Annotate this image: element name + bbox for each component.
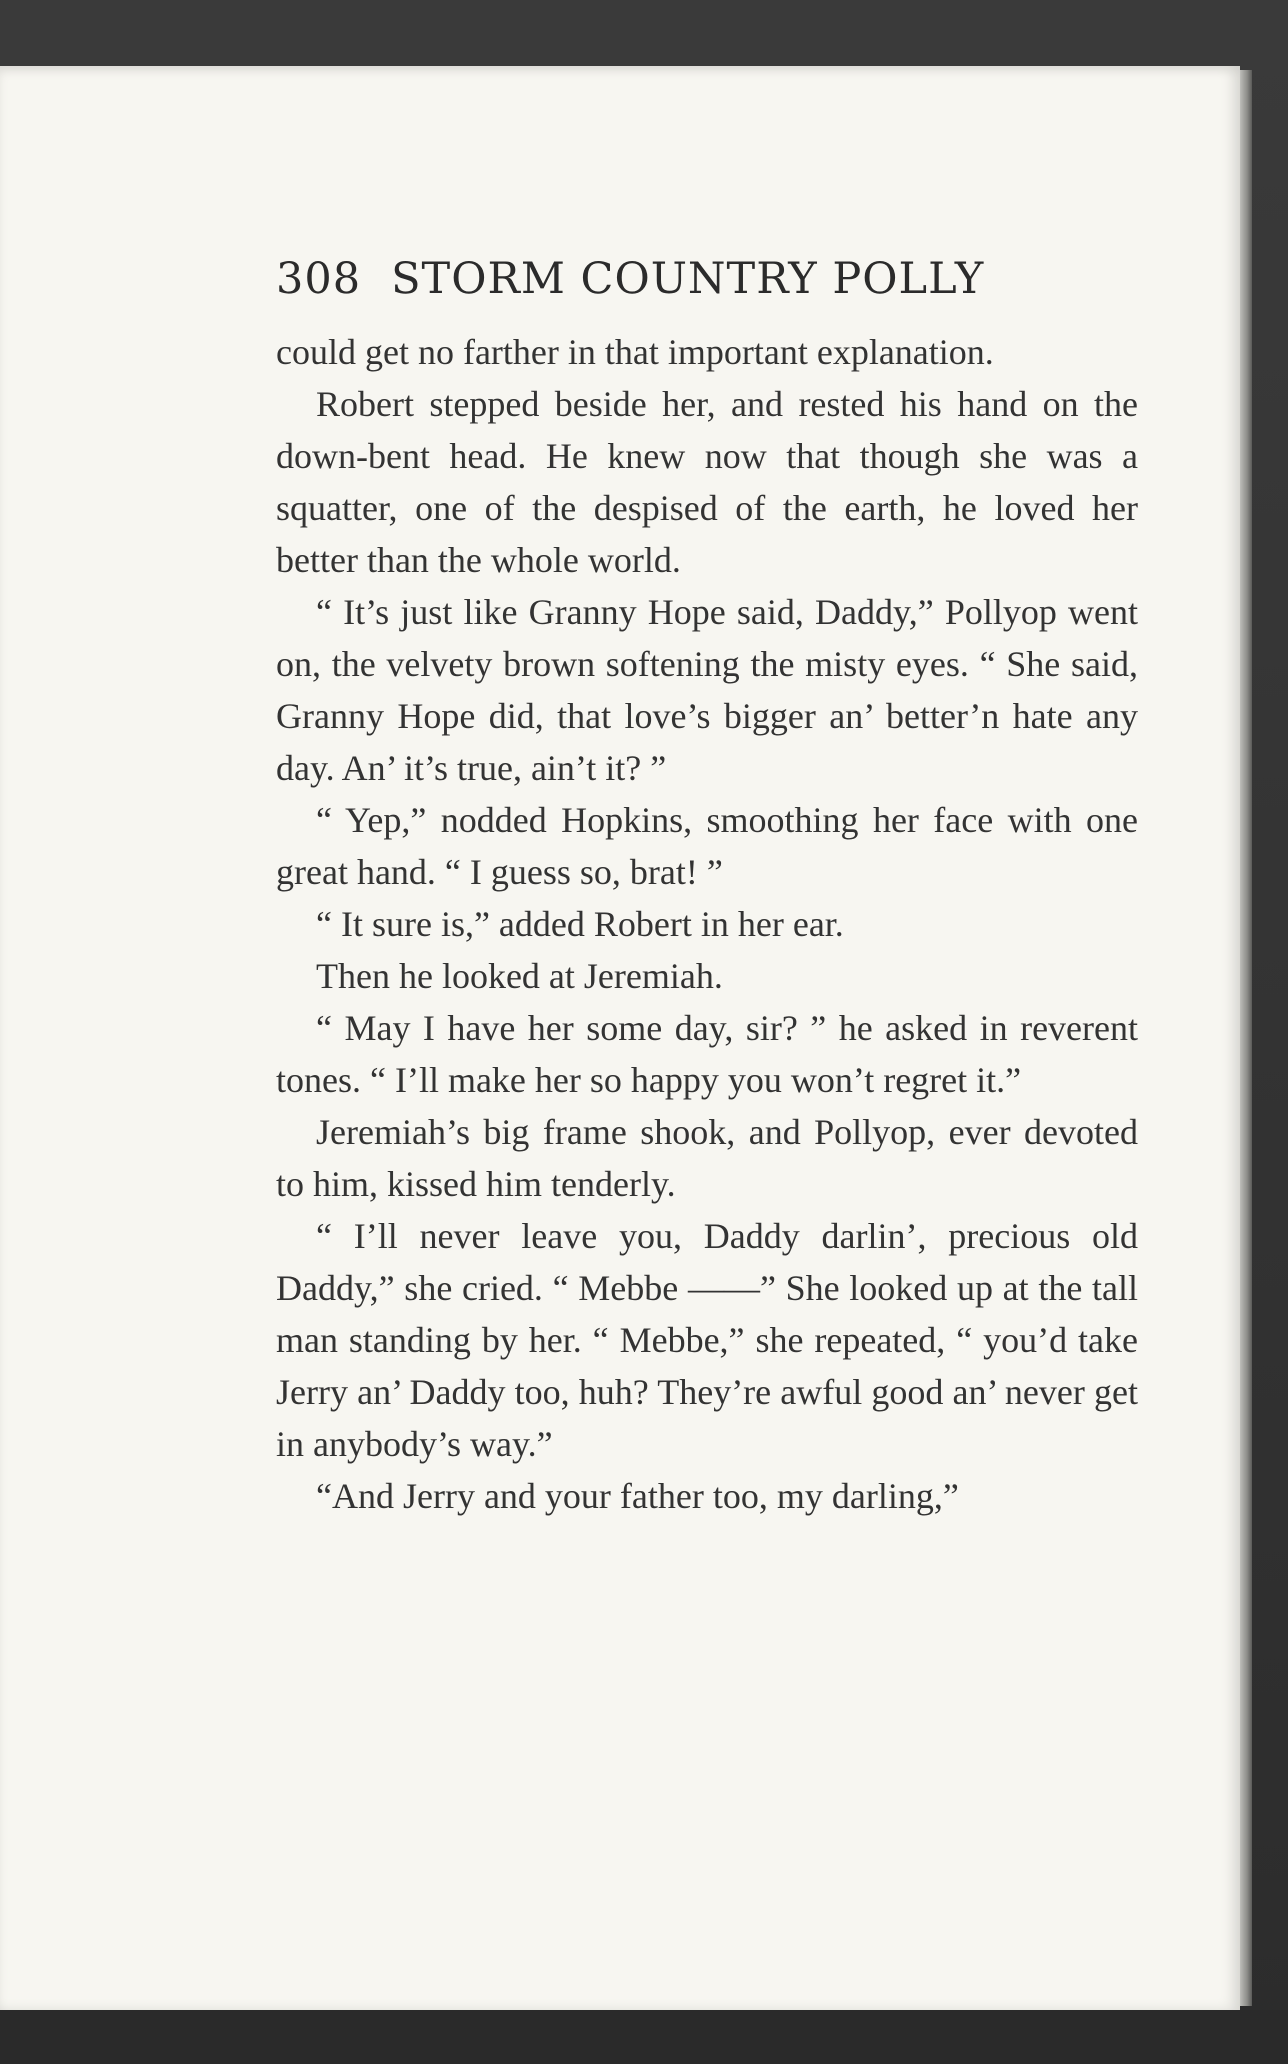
paragraph: could get no farther in that important explanation.	[276, 332, 994, 372]
scan-bottom-border	[0, 2010, 1288, 2064]
page-edge-shadow	[1240, 70, 1252, 2006]
book-page	[0, 66, 1240, 2010]
paragraph: Jeremiah’s big frame shook, and Pollyop, ever devoted to him, kissed him tenderly.	[276, 1112, 1138, 1204]
paragraph: “And Jerry and your father too, my darling,”	[316, 1476, 959, 1516]
paragraph: “ It’s just like Granny Hope said, Daddy,” Pollyop went on, the velvety brown softening the misty eyes. “ She said, Granny Hope did, that love’s bigger an’ better’n hate any day. An’ it’s true, ain’t it? ”	[276, 592, 1138, 788]
running-title: STORM COUNTRY POLLY	[391, 254, 985, 304]
paragraph: Robert stepped beside her, and rested his hand on the down-bent head. He knew now that though she was a squatter, one of the despised of the earth, he loved her better than the whole world.	[276, 384, 1138, 580]
paragraph: “ It sure is,” added Robert in her ear.	[316, 904, 844, 944]
paragraph: Then he looked at Jeremiah.	[316, 956, 723, 996]
paragraph: “ Yep,” nodded Hopkins, smoothing her face with one great hand. “ I guess so, brat! ”	[276, 800, 1138, 892]
body-text	[276, 326, 1138, 1522]
paragraph: “ I’ll never leave you, Daddy darlin’, precious old Daddy,” she cried. “ Mebbe ——” She looked up at the tall man standing by her. “ Mebbe,” she repeated, “ you’d take Jerry an’ Daddy too, huh? They’re awful good an’ never get in anybody’s way.”	[276, 1216, 1138, 1464]
running-header	[276, 254, 1136, 304]
paragraph: “ May I have her some day, sir? ” he asked in reverent tones. “ I’ll make her so happy you won’t regret it.”	[276, 1008, 1138, 1100]
page-number: 308	[276, 254, 362, 304]
